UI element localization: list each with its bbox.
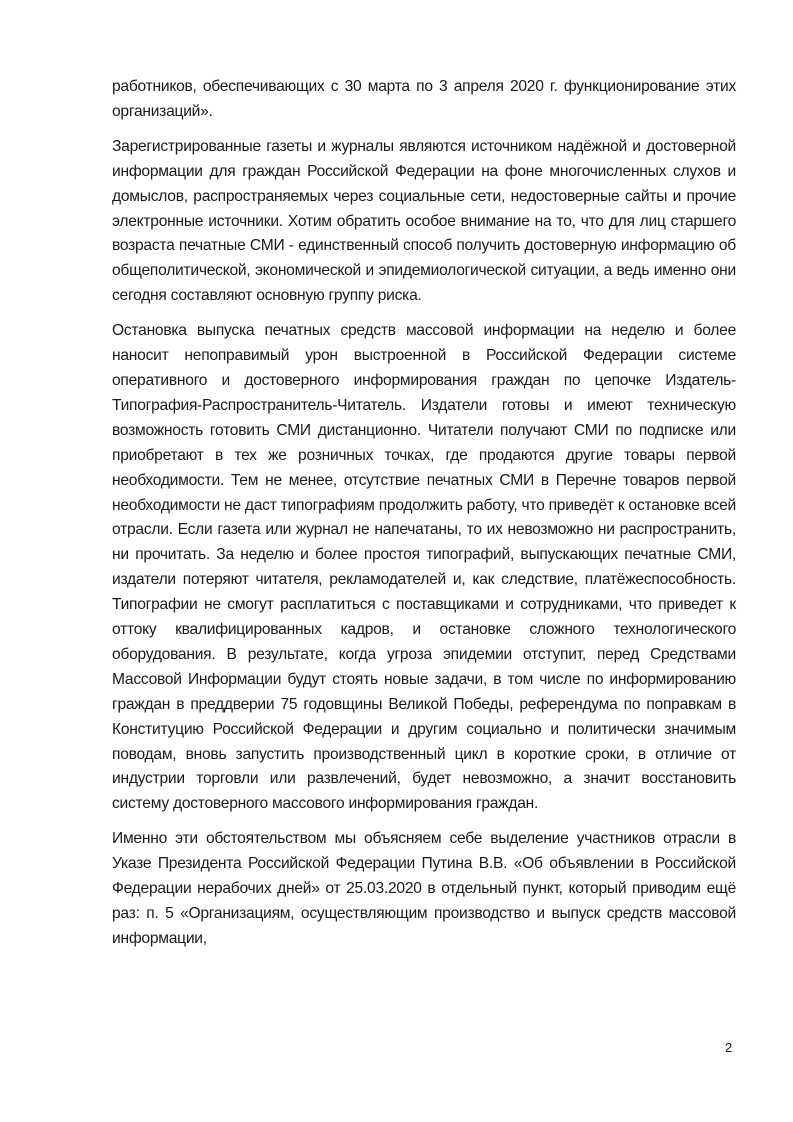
paragraph-quote-ending: работников, обеспечивающих с 30 марта по 3 апреля 2020 г. функционирование этих организаций». (112, 78, 736, 120)
paragraph-presidential-decree: Именно эти обстоятельством мы объясняем себе выделение участников отрасли в Указе Президента Российской Федерации Путина В.В. «Об объявлении в Российской Федерации нерабочих дней» от 25.03.2020 в отдельный пункт, который приводим ещё раз: п. 5 «Организациям, осуществляющим производство и выпуск средств массовой информации, (112, 830, 736, 947)
document-page (112, 75, 736, 962)
page-number: 2 (725, 1040, 733, 1055)
paragraph-registered-press: Зарегистрированные газеты и журналы являются источником надёжной и достоверной информации для граждан Российской Федерации на фоне многочисленных слухов и домыслов, распространяемых через социальные сети, недостоверные сайты и прочие электронные источники. Хотим обратить особое внимание на то, что для лиц старшего возраста печатные СМИ - единственный способ получить достоверную информацию об общеполитической, экономической и эпидемиологической ситуации, а ведь именно они сегодня составляют основную группу риска. (112, 137, 736, 305)
paragraph-print-stoppage: Остановка выпуска печатных средств массовой информации на неделю и более наносит непоправимый урон выстроенной в Российской Федерации системе оперативного и достоверного информирования граждан по цепочке Издатель-Типография-Распространитель-Читатель. Издатели готовы и имеют техническую возможность готовить СМИ дистанционно. Читатели получают СМИ по подписке или приобретают в тех же розничных точках, где продаются другие товары первой необходимости. Тем не менее, отсутствие печатных СМИ в Перечне товаров первой необходимости не даст типографиям продолжить работу, что приведёт к остановке всей отрасли. Если газета или журнал не напечатаны, то их невозможно ни распространить, ни прочитать. За неделю и более простоя типографий, выпускающих печатные СМИ, издатели потеряют читателя, рекламодателей и, как следствие, платёжеспособность. Типографии не смогут расплатиться с поставщиками и сотрудниками, что приведет к оттоку квалифицированных кадров, и остановке сложного технологического оборудования. В результате, когда угроза эпидемии отступит, перед Средствами Массовой Информации будут стоять новые задачи, в том числе по информированию граждан в преддверии 75 годовщины Великой Победы, референдума по поправкам в Конституцию Российской Федерации и другим социально и политически значимым поводам, вновь запустить производственный цикл в короткие сроки, в отличие от индустрии торговли или развлечений, будет невозможно, а значит восстановить систему достоверного массового информирования граждан. (112, 322, 736, 813)
